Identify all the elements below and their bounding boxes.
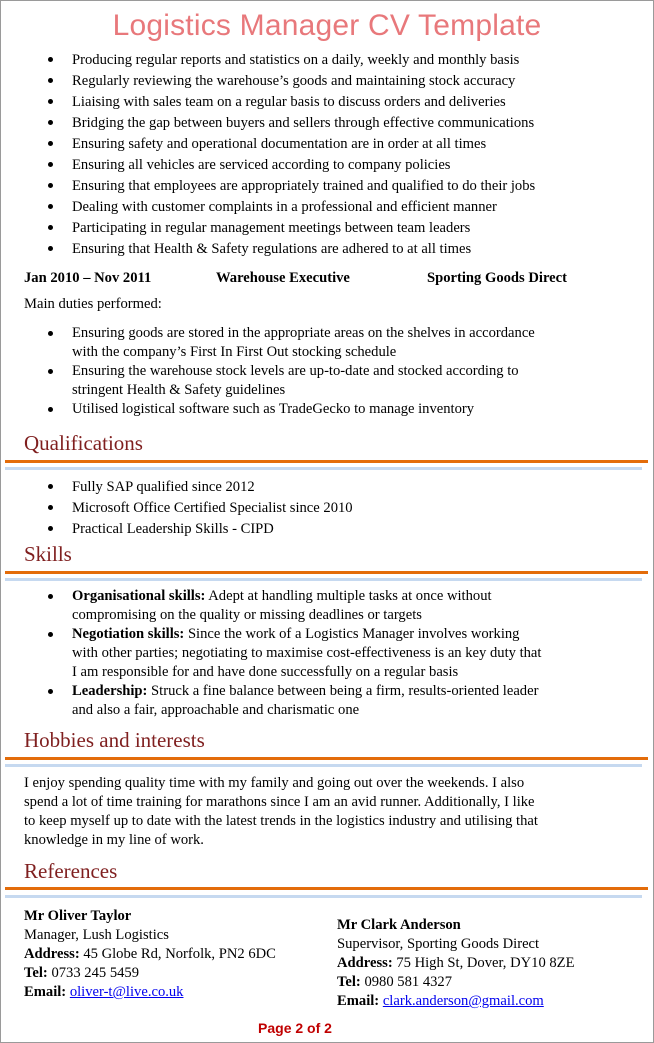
job-role: Warehouse Executive <box>216 270 350 286</box>
list-item: Ensuring that employees are appropriately trained and qualified to do their jobs <box>0 176 654 197</box>
page-number: Page 2 of 2 <box>258 1020 332 1036</box>
reference-position: Manager, Lush Logistics <box>24 927 169 943</box>
list-item: Producing regular reports and statistics on a daily, weekly and monthly basis <box>0 50 654 71</box>
skills-list <box>0 587 654 720</box>
references-heading: References <box>24 859 118 883</box>
section-divider <box>5 571 648 574</box>
reference-2: Mr Clark Anderson Supervisor, Sporting Goods Direct Address: 75 High St, Dover, DY10 8ZE Tel: 0980 581 4327 Email: clark.anderson@gmail.com <box>337 917 575 1009</box>
section-divider <box>5 764 642 767</box>
list-item: Leadership: Struck a fine balance between being a firm, results-oriented leader and also a fair, approachable and charismatic one <box>0 682 654 720</box>
section-divider <box>5 467 642 470</box>
list-item: Liaising with sales team on a regular basis to discuss orders and deliveries <box>0 92 654 113</box>
job-company: Sporting Goods Direct <box>427 270 567 286</box>
hobbies-text: I enjoy spending quality time with my family and going out over the weekends. I also spend a lot of time training for marathons since I am an avid runner. Additionally, I like to keep myself up to date with the latest trends in the logistics industry and utilising that knowledge in my line of work. <box>24 775 538 848</box>
list-item: Ensuring safety and operational documentation are in order at all times <box>0 134 654 155</box>
skills-heading: Skills <box>24 542 72 566</box>
hobbies-heading: Hobbies and interests <box>24 728 205 752</box>
email-link[interactable]: clark.anderson@gmail.com <box>382 993 544 1009</box>
list-item: Bridging the gap between buyers and sellers through effective communications <box>0 113 654 134</box>
qualifications-list <box>0 477 654 540</box>
list-item: Organisational skills: Adept at handling multiple tasks at once without compromising on the quality or missing deadlines or targets <box>0 587 654 625</box>
section-divider <box>5 578 642 581</box>
list-item: Dealing with customer complaints in a professional and efficient manner <box>0 197 654 218</box>
job-dates: Jan 2010 – Nov 2011 <box>24 270 152 286</box>
list-item: Ensuring all vehicles are serviced according to company policies <box>0 155 654 176</box>
list-item: Negotiation skills: Since the work of a Logistics Manager involves working with other parties; negotiating to maximise cost-effectiveness is an key duty that I am responsible for and have done successfully on a regular basis <box>0 625 654 682</box>
email-link[interactable]: oliver-t@live.co.uk <box>69 984 184 1000</box>
section-divider <box>5 887 648 890</box>
duties-intro: Main duties performed: <box>24 296 162 312</box>
section-divider <box>5 757 648 760</box>
list-item: Participating in regular management meetings between team leaders <box>0 218 654 239</box>
document-title: Logistics Manager CV Template <box>112 9 542 42</box>
job-duties-list <box>0 324 654 419</box>
reference-name: Mr Clark Anderson <box>337 917 461 933</box>
list-item: Regularly reviewing the warehouse’s goods and maintaining stock accuracy <box>0 71 654 92</box>
qualifications-heading: Qualifications <box>24 431 143 455</box>
list-item: Practical Leadership Skills - CIPD <box>0 519 654 540</box>
list-item: Utilised logistical software such as TradeGecko to manage inventory <box>0 400 654 419</box>
list-item: Ensuring goods are stored in the appropriate areas on the shelves in accordance with the company’s First In First Out stocking schedule <box>0 324 654 362</box>
duties-list <box>0 50 654 260</box>
section-divider <box>5 460 648 463</box>
job-header <box>24 270 624 290</box>
reference-position: Supervisor, Sporting Goods Direct <box>337 936 540 952</box>
reference-name: Mr Oliver Taylor <box>24 908 132 924</box>
reference-1: Mr Oliver Taylor Manager, Lush Logistics Address: 45 Globe Rd, Norfolk, PN2 6DC Tel: 0733 245 5459 Email: oliver-t@live.co.uk <box>24 908 276 1000</box>
list-item: Fully SAP qualified since 2012 <box>0 477 654 498</box>
section-divider <box>5 895 642 898</box>
list-item: Ensuring the warehouse stock levels are up-to-date and stocked according to stringent Health & Safety guidelines <box>0 362 654 400</box>
list-item: Microsoft Office Certified Specialist since 2010 <box>0 498 654 519</box>
list-item: Ensuring that Health & Safety regulations are adhered to at all times <box>0 239 654 260</box>
